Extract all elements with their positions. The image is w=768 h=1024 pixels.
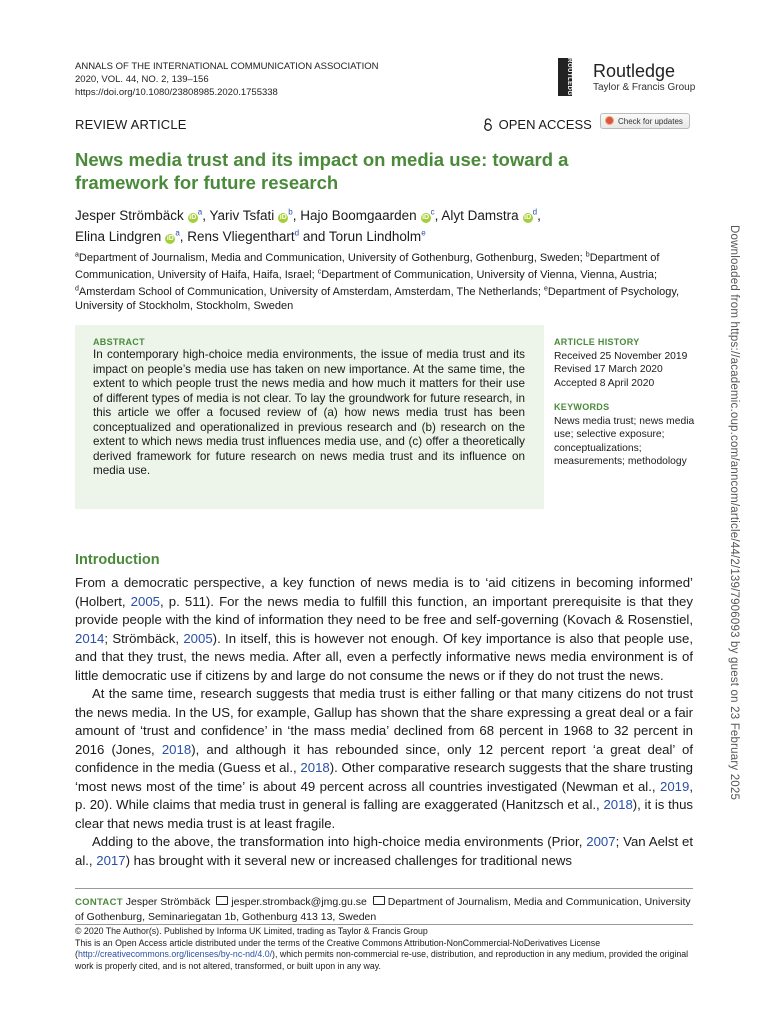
affiliation-text: Department of Journalism, Media and Communication, University of Gothenburg, Gothenburg, Sweden; (78, 251, 586, 264)
introduction-body (75, 574, 693, 870)
citation-link[interactable]: 2018 (300, 760, 330, 775)
paragraph-text: ; Van Aelst et al., (75, 834, 693, 868)
open-access-label: OPEN ACCESS (498, 117, 592, 132)
orcid-icon[interactable]: iD (524, 213, 532, 221)
citation-link[interactable]: 2017 (96, 852, 126, 868)
copyright-line: © 2020 The Author(s). Published by Informa UK Limited, trading as Taylor & Francis Group (75, 926, 428, 936)
author-affiliation-marker: a (197, 207, 203, 216)
orcid-icon[interactable]: iD (189, 213, 197, 221)
orcid-icon[interactable]: iD (279, 213, 287, 221)
affiliation-key: d (75, 285, 79, 293)
article-type: REVIEW ARTICLE (75, 117, 187, 132)
body-paragraph (75, 574, 693, 685)
abstract-text: In contemporary high-choice media environments, the issue of media trust and its impact on people’s media use has taken on new importance. At the same time, the extent to which people trust the news media and how much it matters for their use of different types of media is not clear. To lay the groundwork for future research, in this article we offer a focused review of (a) how news media trust has been conceptualized and operationalized in previous research and (b) research on the extent to which news media trust influences media use, and (c) offer a theoretically derived framework for future research on news media trust and its influence on media use. (93, 348, 525, 477)
paragraph-text: ), it is thus clear that news media trust is at least fragile. (75, 797, 693, 831)
footer-divider (75, 888, 693, 889)
author-entry: Hajo Boomgaarden $iD^c$, (300, 207, 442, 223)
paragraph-text: From a democratic perspective, a key function of news media is to ‘aid citizens in becoming informed’ (Holbert, (75, 575, 693, 609)
crossmark-icon (605, 116, 614, 125)
affiliation-text: Department of Psychology, University of Stockholm, Stockholm, Sweden (75, 285, 680, 313)
journal-doi-link[interactable]: https://doi.org/10.1080/23808985.2020.1755338 (75, 87, 278, 98)
copyright-divider (75, 924, 693, 925)
keywords-block (554, 401, 704, 469)
paragraph-text: Adding to the above, the transformation into high-choice media environments (Prior, (92, 834, 587, 849)
author-entry: Yariv Tsfati $iD^b$, (209, 207, 301, 223)
paragraph-text: ; Strömbäck, (104, 630, 184, 646)
keywords-text: News media trust; news media use; selective exposure; conceptualizations; measurements; methodology (554, 415, 695, 467)
author-affiliation-marker: c (430, 207, 435, 216)
affiliation-text: Department of Communication, University of Haifa, Haifa, Israel; (75, 251, 660, 281)
author-name: Jesper Strömbäck (75, 207, 184, 223)
paragraph-text: , p. 511). For the news media to fulfill this function, an important prerequisite is that they provide people with the kind of information they need to be free and self-governing (Kovach & Rosenstiel, (75, 593, 693, 627)
affiliation-item (318, 269, 657, 281)
author-affiliation-marker: a (175, 228, 180, 238)
author-affiliation-marker: e (421, 228, 426, 238)
author-affiliation-marker: b (288, 207, 293, 216)
history-revised: Revised 17 March 2020 (554, 364, 663, 375)
license-text-a: This is an Open Access article distributed under the terms of the Creative Commons Attribution-NonCommercial-NoDerivatives License ( (75, 937, 601, 959)
check-updates-button[interactable] (600, 113, 690, 129)
body-paragraph (75, 685, 693, 833)
affiliation-item (75, 252, 586, 264)
contact-email[interactable]: jesper.stromback@jmg.gu.se (231, 896, 367, 908)
body-paragraph (75, 833, 693, 870)
contact-block (75, 895, 693, 924)
history-heading: ARTICLE HISTORY (554, 337, 640, 347)
affiliation-text: Amsterdam School of Communication, University of Amsterdam, Amsterdam, The Netherlands; (78, 285, 544, 298)
author-entry (329, 229, 426, 244)
email-icon (216, 896, 228, 905)
section-heading-introduction: Introduction (75, 552, 160, 568)
author-list (75, 203, 675, 246)
citation-link[interactable]: 2018 (603, 797, 633, 812)
routledge-mark: ROUTLEDGE (558, 58, 572, 96)
affiliations (75, 248, 695, 314)
author-name: Alyt Damstra (441, 207, 519, 223)
author-entry: Rens Vliegenthart$^d$ and (187, 228, 329, 244)
orcid-icon[interactable]: iD (166, 235, 174, 242)
open-access-badge (483, 117, 592, 132)
copyright-block (75, 926, 693, 972)
publisher-group: Taylor & Francis Group (593, 82, 696, 93)
license-link[interactable]: http://creativecommons.org/licenses/by-nc-nd/4.0/ (77, 949, 273, 959)
contact-name: Jesper Strömbäck (125, 896, 211, 908)
contact-address: Department of Journalism, Media and Communication, University of Gothenburg, Seminariegatan 1b, Gothenburg 413 13, Sweden (75, 896, 691, 923)
author-entry: Alyt Damstra $iD^d$, (441, 207, 541, 223)
affiliation-key: c (317, 268, 322, 276)
author-name: Hajo Boomgaarden (300, 207, 417, 223)
author-name: Elina Lindgren (75, 229, 162, 244)
author-entry: Jesper Strömbäck $iD^a$, (75, 207, 210, 223)
citation-link[interactable]: 2007 (586, 834, 616, 849)
author-name: Yariv Tsfati (209, 207, 275, 223)
author-name: Rens Vliegenthart (187, 229, 295, 244)
author-entry: Elina Lindgren $iD^a$, (75, 228, 188, 244)
author-name: Torun Lindholm (328, 229, 422, 244)
citation-link[interactable]: 2014 (75, 630, 105, 646)
paragraph-text: ), and although it has rebounded since, only 12 percent report ‘a great deal’ of confidence in the media (Guess et al., (75, 741, 693, 775)
affiliation-key: a (75, 251, 79, 258)
affiliation-item (75, 286, 544, 298)
check-updates-label: Check for updates (618, 117, 683, 126)
contact-label: CONTACT (75, 897, 123, 908)
address-icon (373, 896, 385, 905)
keywords-heading: KEYWORDS (554, 402, 610, 412)
citation-link[interactable]: 2005 (130, 593, 161, 609)
download-watermark: Downloaded from https://academic.oup.com/anncom/article/44/2/139/7906093 by guest on 23 February 2025 (728, 225, 740, 801)
affiliation-text: Department of Communication, University of Vienna, Vienna, Austria; (321, 268, 658, 281)
journal-name: ANNALS OF THE INTERNATIONAL COMMUNICATION ASSOCIATION (75, 61, 379, 72)
history-accepted: Accepted 8 April 2020 (554, 377, 655, 389)
citation-link[interactable]: 2018 (161, 741, 192, 757)
orcid-icon[interactable]: iD (422, 213, 430, 221)
publisher-name: Routledge (593, 61, 676, 81)
journal-header (75, 60, 379, 99)
paragraph-text: ). In itself, this is however not enough. Of key importance is also that people use, and that they trust, the news media. After all, even a perfectly informative news media environment is of little democratic use if citizens by and large do not consume the news or if they do not trust the news. (75, 630, 693, 683)
publisher-logo (558, 58, 698, 101)
abstract-heading: ABSTRACT (93, 337, 145, 347)
citation-link[interactable]: 2019 (659, 778, 690, 794)
citation-link[interactable]: 2005 (183, 630, 213, 646)
author-affiliation-marker: d (294, 228, 300, 238)
history-received: Received 25 November 2019 (554, 350, 688, 362)
article-title: News media trust and its impact on media use: toward a framework for future research (75, 149, 569, 193)
license-text (75, 938, 693, 973)
open-lock-icon (483, 117, 499, 132)
affiliation-key: e (543, 285, 548, 293)
author-affiliation-marker: d (532, 207, 538, 216)
paragraph-text: At the same time, research suggests that media trust is either falling or that many citizens do not trust the news media. In the US, for example, Gallup has shown that the share expressing a great deal or a fair amount of ‘trust and confidence’ in ‘the mass media’ declined from 68 percent in 1968 to 32 percent in 2016 (Jones, (75, 686, 693, 757)
affiliation-key: b (585, 251, 590, 258)
license-text-b: ), which permits non-commercial re-use, distribution, and reproduction in any medium, provided the original work is properly cited, and is not altered, transformed, or built upon in any way. (75, 949, 689, 971)
paragraph-text: ) has brought with it several new or increased challenges for traditional news (125, 852, 573, 868)
journal-volume: 2020, VOL. 44, NO. 2, 139–156 (75, 74, 209, 85)
article-history (554, 336, 704, 390)
paragraph-text: , p. 20). While claims that media trust in general is falling are exaggerated (Hanitzsch et al., (75, 778, 693, 812)
paragraph-text: ). Other comparative research suggests that the share trusting ‘most news most of the time’ is about 49 percent across all countries investigated (Newman et al., (75, 760, 693, 794)
